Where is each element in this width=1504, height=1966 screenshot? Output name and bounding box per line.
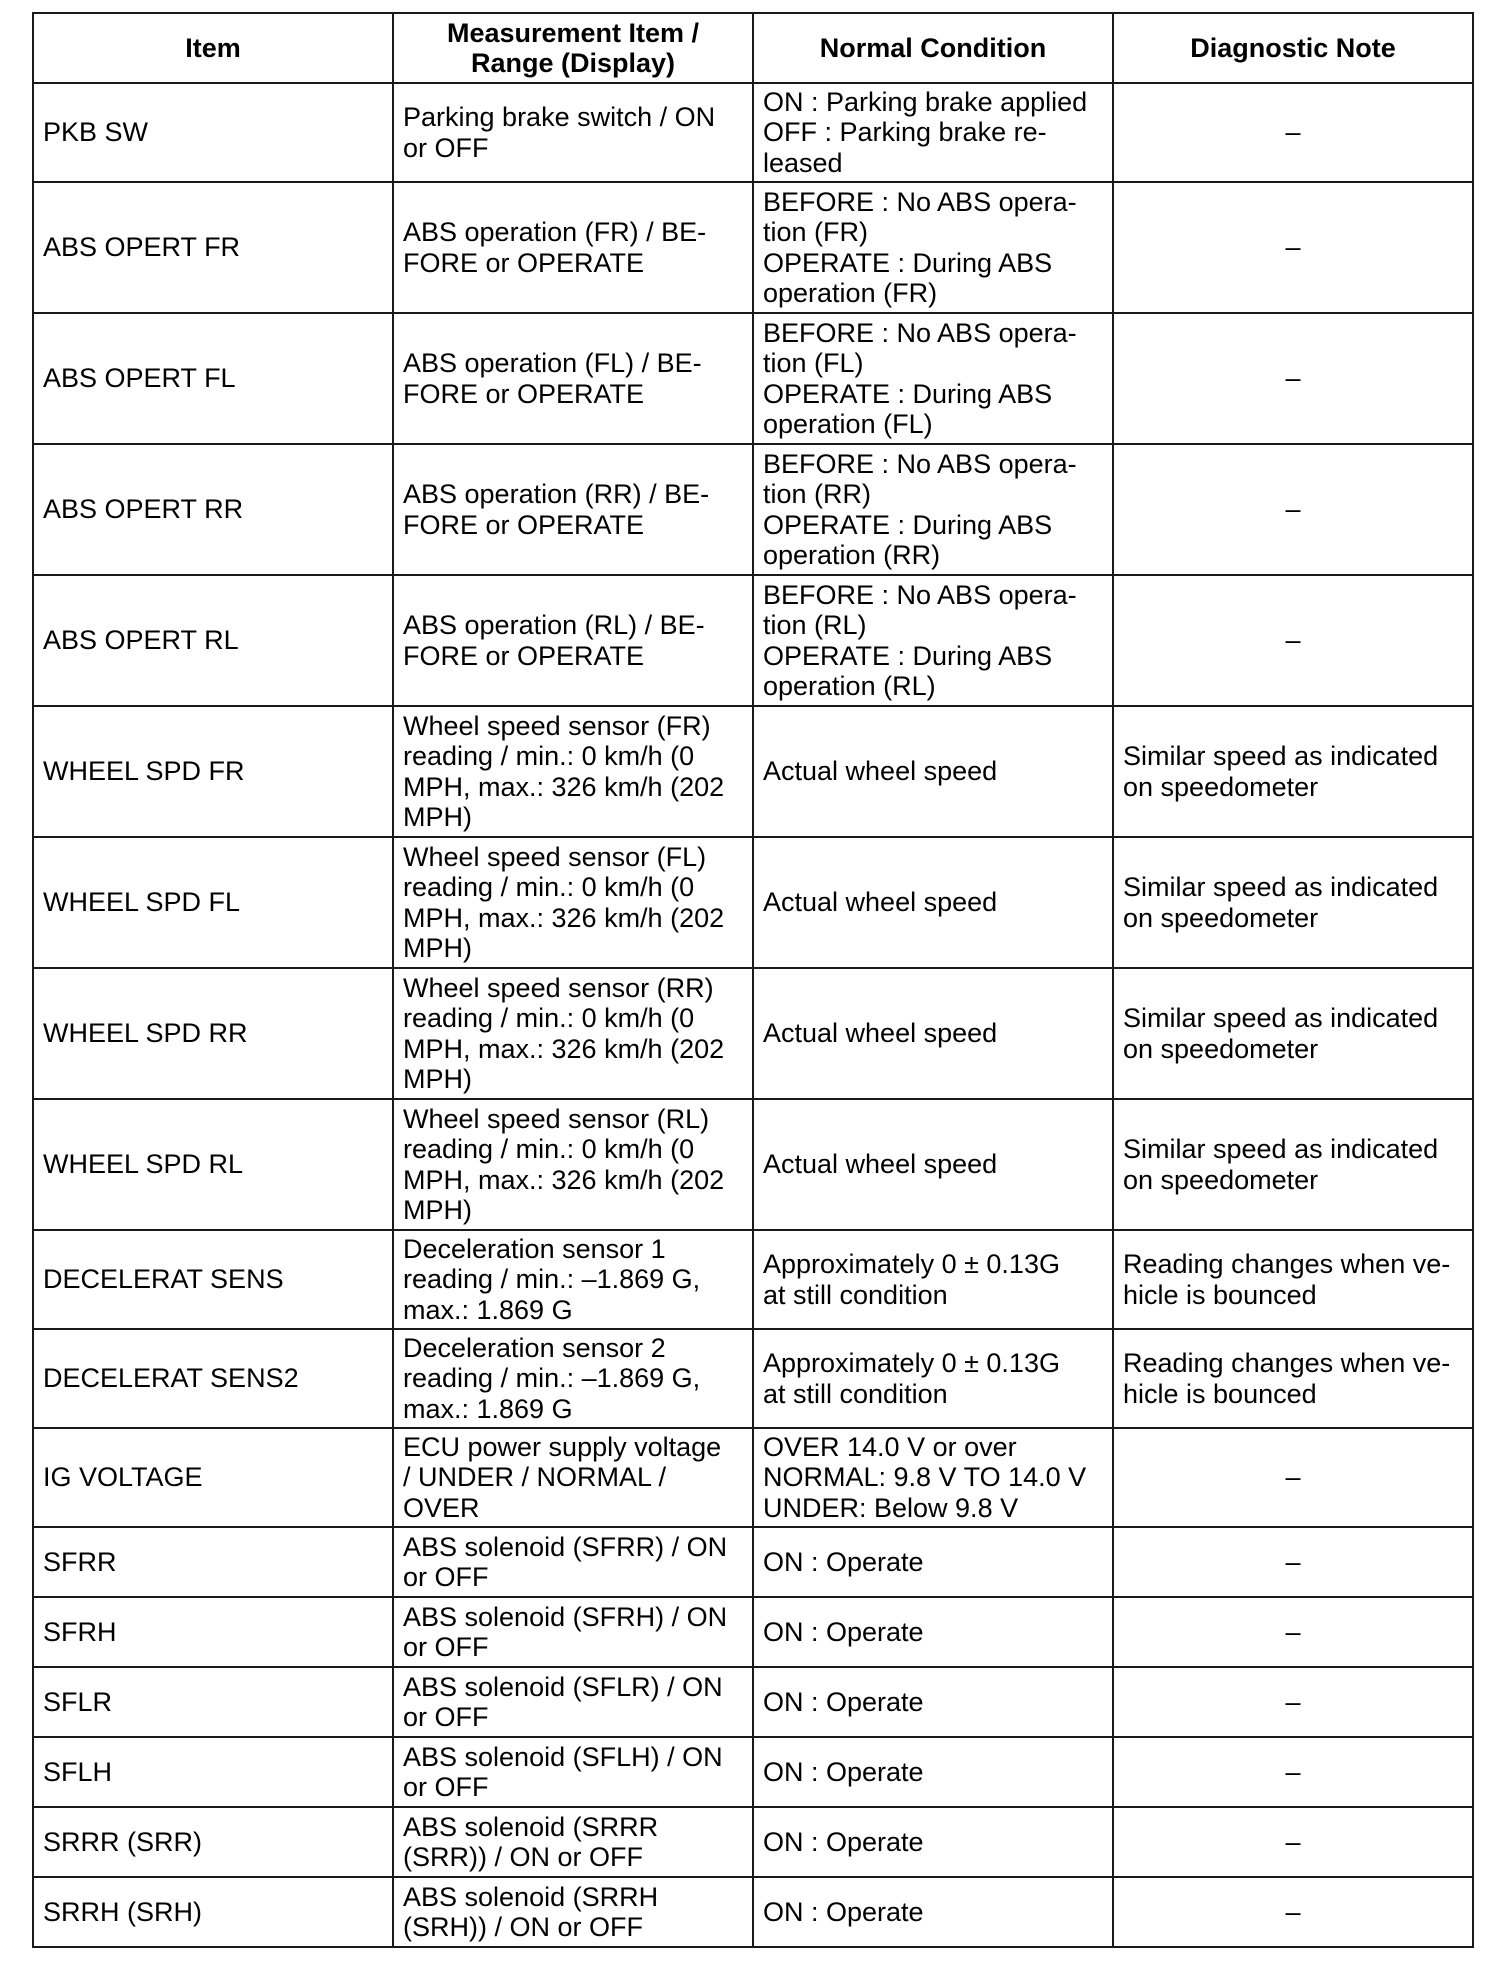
table-row: [33, 968, 1473, 1099]
cell-diagnostic-note: –: [1113, 83, 1473, 182]
cell-normal-condition: OVER 14.0 V or over NORMAL: 9.8 V TO 14.0 V UNDER: Below 9.8 V: [753, 1428, 1113, 1527]
cell-normal-condition: Actual wheel speed: [753, 837, 1113, 968]
table-row: [33, 313, 1473, 444]
cell-measurement-range: ABS solenoid (SRRR (SRR)) / ON or OFF: [393, 1807, 753, 1877]
cell-measurement-range: ABS operation (FL) / BE- FORE or OPERATE: [393, 313, 753, 444]
cell-diagnostic-note: –: [1113, 1877, 1473, 1947]
cell-normal-condition: BEFORE : No ABS opera- tion (FR) OPERATE : During ABS operation (FR): [753, 182, 1113, 313]
cell-measurement-range: ABS solenoid (SFRR) / ON or OFF: [393, 1527, 753, 1597]
cell-diagnostic-note: –: [1113, 1597, 1473, 1667]
cell-measurement-range: ABS operation (RL) / BE- FORE or OPERATE: [393, 575, 753, 706]
cell-measurement-range: Deceleration sensor 2 reading / min.: –1.869 G, max.: 1.869 G: [393, 1329, 753, 1428]
cell-measurement-range: Wheel speed sensor (FL) reading / min.: 0 km/h (0 MPH, max.: 326 km/h (202 MPH): [393, 837, 753, 968]
cell-normal-condition: BEFORE : No ABS opera- tion (RR) OPERATE : During ABS operation (RR): [753, 444, 1113, 575]
cell-item: ABS OPERT RL: [33, 575, 393, 706]
cell-measurement-range: ABS solenoid (SRRH (SRH)) / ON or OFF: [393, 1877, 753, 1947]
table-body: [33, 83, 1473, 1947]
cell-diagnostic-note: Similar speed as indicated on speedometer: [1113, 837, 1473, 968]
cell-item: SRRH (SRH): [33, 1877, 393, 1947]
header-normal-condition: Normal Condition: [753, 13, 1113, 83]
cell-item: WHEEL SPD RL: [33, 1099, 393, 1230]
cell-diagnostic-note: –: [1113, 1527, 1473, 1597]
cell-measurement-range: Parking brake switch / ON or OFF: [393, 83, 753, 182]
table-row: [33, 837, 1473, 968]
table-row: [33, 1230, 1473, 1329]
cell-normal-condition: BEFORE : No ABS opera- tion (FL) OPERATE : During ABS operation (FL): [753, 313, 1113, 444]
cell-measurement-range: Wheel speed sensor (RR) reading / min.: 0 km/h (0 MPH, max.: 326 km/h (202 MPH): [393, 968, 753, 1099]
table-row: [33, 83, 1473, 182]
cell-diagnostic-note: –: [1113, 1667, 1473, 1737]
cell-measurement-range: ABS solenoid (SFLH) / ON or OFF: [393, 1737, 753, 1807]
cell-item: WHEEL SPD FR: [33, 706, 393, 837]
cell-item: SRRR (SRR): [33, 1807, 393, 1877]
cell-item: WHEEL SPD RR: [33, 968, 393, 1099]
table-row: [33, 1667, 1473, 1737]
cell-item: SFRR: [33, 1527, 393, 1597]
cell-item: DECELERAT SENS: [33, 1230, 393, 1329]
table-row: [33, 1807, 1473, 1877]
table-row: [33, 706, 1473, 837]
header-measurement-item: Measurement Item / Range (Display): [393, 13, 753, 83]
cell-item: WHEEL SPD FL: [33, 837, 393, 968]
cell-normal-condition: Approximately 0 ± 0.13G at still condition: [753, 1230, 1113, 1329]
header-diagnostic-note: Diagnostic Note: [1113, 13, 1473, 83]
cell-diagnostic-note: Reading changes when ve- hicle is bounced: [1113, 1329, 1473, 1428]
cell-measurement-range: ABS solenoid (SFRH) / ON or OFF: [393, 1597, 753, 1667]
cell-diagnostic-note: Reading changes when ve- hicle is bounced: [1113, 1230, 1473, 1329]
cell-measurement-range: ABS solenoid (SFLR) / ON or OFF: [393, 1667, 753, 1737]
cell-measurement-range: Wheel speed sensor (FR) reading / min.: 0 km/h (0 MPH, max.: 326 km/h (202 MPH): [393, 706, 753, 837]
cell-normal-condition: Actual wheel speed: [753, 706, 1113, 837]
cell-normal-condition: ON : Operate: [753, 1597, 1113, 1667]
cell-measurement-range: ABS operation (FR) / BE- FORE or OPERATE: [393, 182, 753, 313]
cell-normal-condition: Approximately 0 ± 0.13G at still condition: [753, 1329, 1113, 1428]
cell-item: ABS OPERT FR: [33, 182, 393, 313]
table-row: [33, 1428, 1473, 1527]
cell-diagnostic-note: –: [1113, 1807, 1473, 1877]
table-row: [33, 1877, 1473, 1947]
cell-diagnostic-note: Similar speed as indicated on speedometer: [1113, 706, 1473, 837]
cell-item: SFLH: [33, 1737, 393, 1807]
cell-item: SFLR: [33, 1667, 393, 1737]
table-row: [33, 575, 1473, 706]
cell-item: ABS OPERT FL: [33, 313, 393, 444]
cell-item: ABS OPERT RR: [33, 444, 393, 575]
cell-normal-condition: ON : Operate: [753, 1527, 1113, 1597]
cell-diagnostic-note: –: [1113, 313, 1473, 444]
cell-normal-condition: ON : Operate: [753, 1737, 1113, 1807]
table-row: [33, 444, 1473, 575]
table-header-row: [33, 13, 1473, 83]
table-row: [33, 1737, 1473, 1807]
cell-normal-condition: Actual wheel speed: [753, 1099, 1113, 1230]
table-row: [33, 1527, 1473, 1597]
cell-measurement-range: Wheel speed sensor (RL) reading / min.: 0 km/h (0 MPH, max.: 326 km/h (202 MPH): [393, 1099, 753, 1230]
cell-normal-condition: Actual wheel speed: [753, 968, 1113, 1099]
cell-diagnostic-note: Similar speed as indicated on speedometer: [1113, 968, 1473, 1099]
cell-measurement-range: ABS operation (RR) / BE- FORE or OPERATE: [393, 444, 753, 575]
table-row: [33, 182, 1473, 313]
table-row: [33, 1329, 1473, 1428]
cell-measurement-range: ECU power supply voltage / UNDER / NORMAL / OVER: [393, 1428, 753, 1527]
cell-diagnostic-note: –: [1113, 182, 1473, 313]
table-row: [33, 1099, 1473, 1230]
cell-diagnostic-note: –: [1113, 444, 1473, 575]
cell-diagnostic-note: –: [1113, 575, 1473, 706]
table-row: [33, 1597, 1473, 1667]
data-list-table: [32, 12, 1474, 1948]
cell-normal-condition: ON : Operate: [753, 1667, 1113, 1737]
cell-normal-condition: ON : Operate: [753, 1877, 1113, 1947]
header-item: Item: [33, 13, 393, 83]
cell-item: PKB SW: [33, 83, 393, 182]
cell-diagnostic-note: Similar speed as indicated on speedometer: [1113, 1099, 1473, 1230]
cell-normal-condition: ON : Operate: [753, 1807, 1113, 1877]
cell-normal-condition: ON : Parking brake applied OFF : Parking brake re- leased: [753, 83, 1113, 182]
cell-measurement-range: Deceleration sensor 1 reading / min.: –1.869 G, max.: 1.869 G: [393, 1230, 753, 1329]
cell-diagnostic-note: –: [1113, 1737, 1473, 1807]
cell-item: SFRH: [33, 1597, 393, 1667]
cell-item: IG VOLTAGE: [33, 1428, 393, 1527]
cell-diagnostic-note: –: [1113, 1428, 1473, 1527]
cell-item: DECELERAT SENS2: [33, 1329, 393, 1428]
cell-normal-condition: BEFORE : No ABS opera- tion (RL) OPERATE : During ABS operation (RL): [753, 575, 1113, 706]
